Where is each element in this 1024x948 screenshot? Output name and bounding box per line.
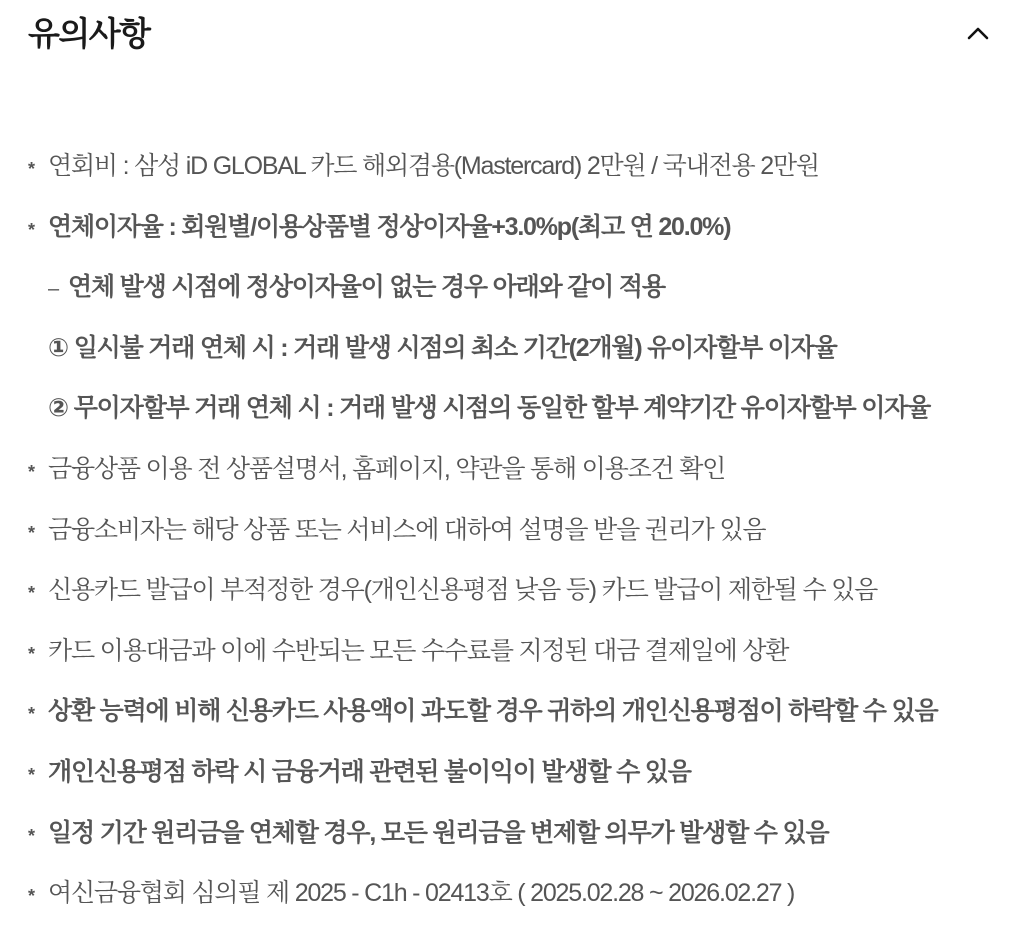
- bullet-marker: *: [28, 764, 36, 785]
- notice-item: [28, 257, 988, 318]
- notice-item: [28, 318, 988, 379]
- notice-text: 신용카드 발급이 부적정한 경우(개인신용평점 낮음 등) 카드 발급이 제한될 수 있음: [48, 576, 878, 605]
- notice-item: [28, 863, 988, 924]
- notice-list: [28, 136, 988, 924]
- notice-text: 금융소비자는 해당 상품 또는 서비스에 대하여 설명을 받을 권리가 있음: [48, 515, 766, 544]
- notice-item: [28, 681, 988, 742]
- notice-text: 금융상품 이용 전 상품설명서, 홈페이지, 약관을 통해 이용조건 확인: [48, 454, 726, 483]
- bullet-marker: *: [28, 704, 36, 725]
- bullet-marker: *: [28, 643, 36, 664]
- bullet-marker: *: [28, 159, 36, 179]
- bullet-marker: *: [28, 583, 36, 604]
- notice-text: 여신금융협회 심의필 제 2025 - C1h - 02413호 ( 2025.02.28 ~ 2026.02.27 ): [48, 879, 795, 908]
- notice-text: 카드 이용대금과 이에 수반되는 모든 수수료를 지정된 대금 결제일에 상환: [48, 636, 789, 665]
- notice-text: ① 일시불 거래 연체 시 : 거래 발생 시점의 최소 기간(2개월) 유이자할부 이자율: [48, 333, 837, 362]
- notice-item: [28, 560, 988, 621]
- notice-item: [28, 803, 988, 864]
- collapse-toggle-button[interactable]: [960, 18, 996, 48]
- notice-item: [28, 621, 988, 682]
- notice-text: ② 무이자할부 거래 연체 시 : 거래 발생 시점의 동일한 할부 계약기간 유이자할부 이자율: [48, 394, 931, 423]
- notice-text: 연체 발생 시점에 정상이자율이 없는 경우 아래와 같이 적용: [68, 273, 665, 302]
- notice-item: [28, 197, 988, 258]
- notice-item: [28, 439, 988, 500]
- bullet-marker: *: [28, 219, 36, 240]
- notice-item: [28, 136, 988, 197]
- notice-text: 연체이자율 : 회원별/이용상품별 정상이자율+3.0%p(최고 연 20.0%): [48, 212, 731, 241]
- notice-text: 일정 기간 원리금을 연체할 경우, 모든 원리금을 변제할 의무가 발생할 수 있음: [48, 818, 829, 847]
- section-title: 유의사항: [28, 15, 150, 52]
- bullet-marker: *: [28, 522, 36, 543]
- dash-marker: –: [48, 278, 58, 301]
- notice-header: [28, 0, 996, 72]
- notice-item: [28, 378, 988, 439]
- notice-item: [28, 500, 988, 561]
- notice-text: 상환 능력에 비해 신용카드 사용액이 과도할 경우 귀하의 개인신용평점이 하락할 수 있음: [48, 697, 938, 726]
- notice-text: 연회비 : 삼성 iD GLOBAL 카드 해외겸용(Mastercard) 2만원 / 국내전용 2만원: [48, 152, 819, 180]
- bullet-marker: *: [28, 886, 36, 907]
- notice-text: 개인신용평점 하락 시 금융거래 관련된 불이익이 발생할 수 있음: [48, 757, 691, 786]
- chevron-up-icon: [967, 26, 989, 40]
- bullet-marker: *: [28, 461, 36, 482]
- bullet-marker: *: [28, 825, 36, 846]
- notice-item: [28, 742, 988, 803]
